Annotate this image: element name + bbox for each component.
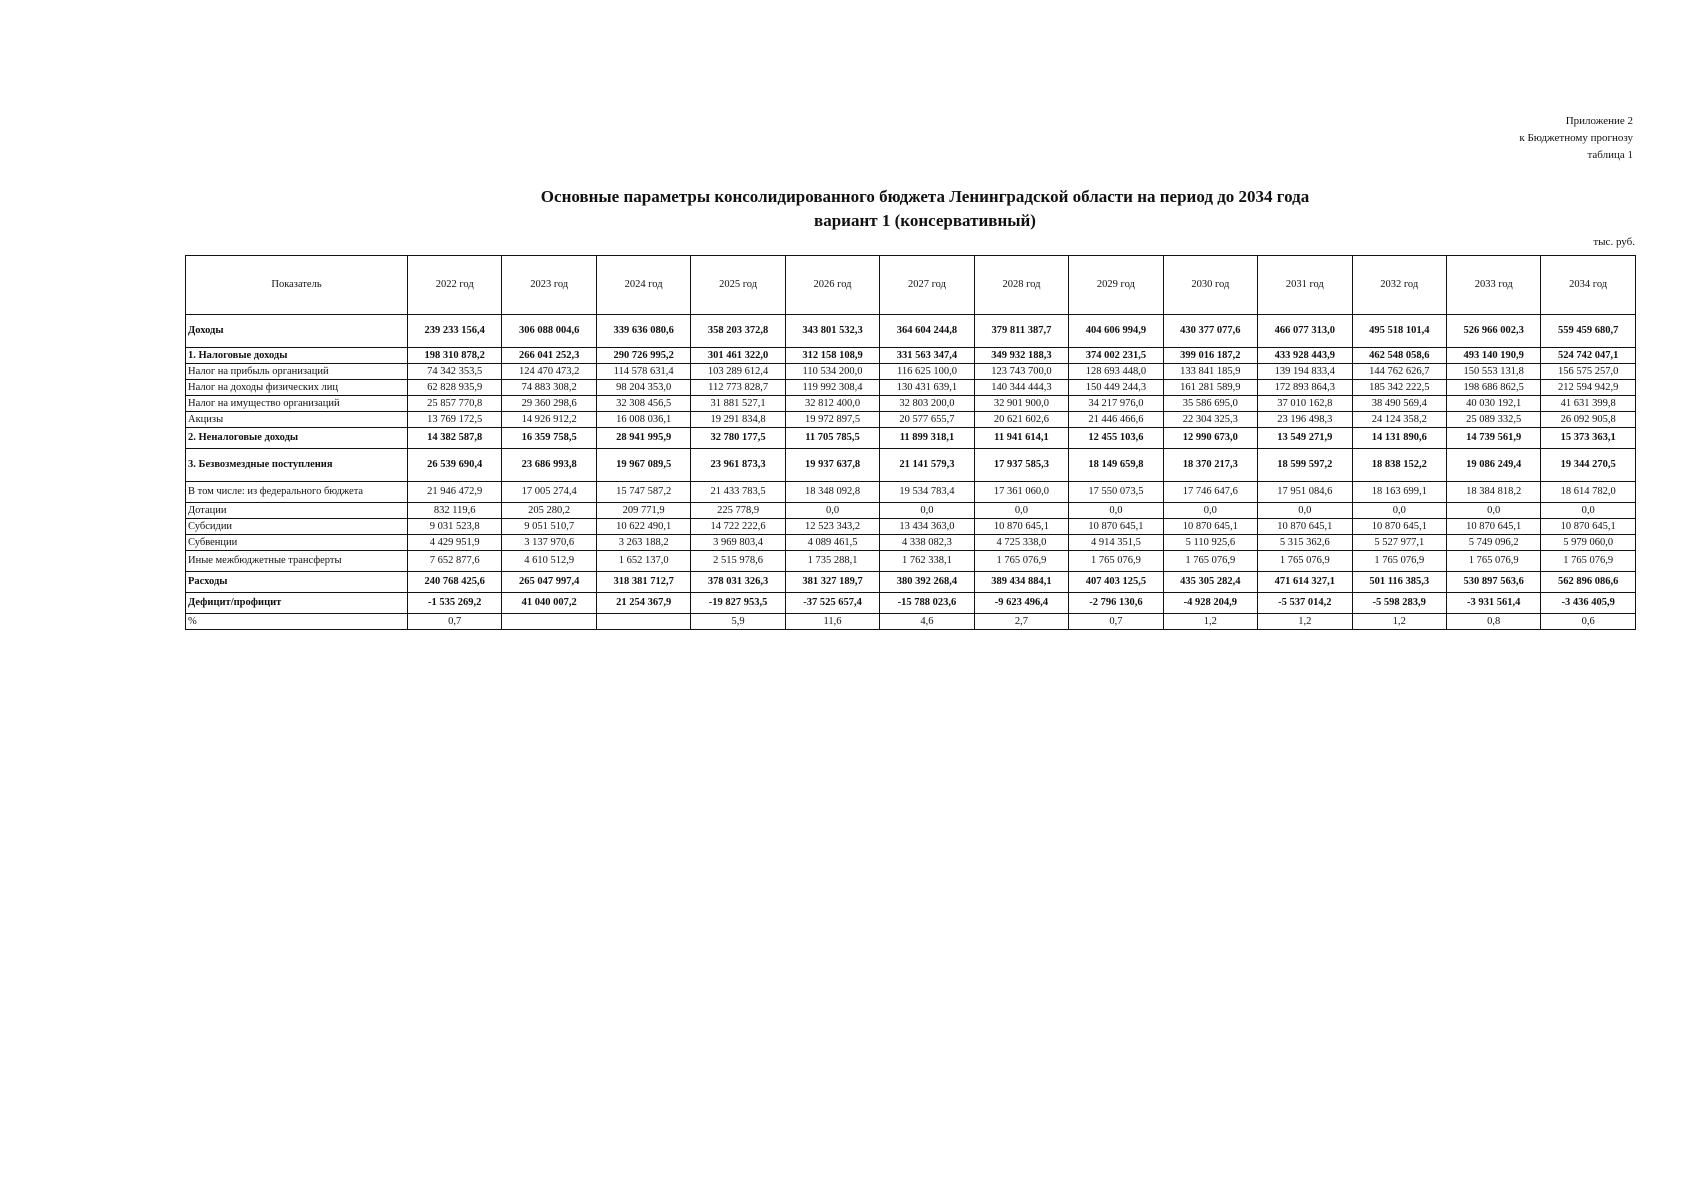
table-cell: 12 990 673,0 — [1163, 428, 1257, 449]
row-label: Акцизы — [186, 412, 408, 428]
table-cell: 22 304 325,3 — [1163, 412, 1257, 428]
row-label: 3. Безвозмездные поступления — [186, 449, 408, 482]
table-cell: 2,7 — [974, 614, 1068, 630]
table-cell: 119 992 308,4 — [785, 380, 879, 396]
column-header-year: 2025 год — [691, 256, 785, 315]
table-cell: 13 434 363,0 — [880, 519, 974, 535]
table-cell: 0,7 — [1069, 614, 1163, 630]
table-cell: 23 196 498,3 — [1258, 412, 1352, 428]
column-header-indicator: Показатель — [186, 256, 408, 315]
table-cell: 25 089 332,5 — [1446, 412, 1540, 428]
table-cell: 3 137 970,6 — [502, 535, 596, 551]
table-body — [186, 315, 1636, 630]
table-cell: 21 254 367,9 — [596, 593, 690, 614]
table-cell: 1,2 — [1163, 614, 1257, 630]
table-cell: 1 765 076,9 — [1446, 551, 1540, 572]
table-cell: 19 344 270,5 — [1541, 449, 1635, 482]
table-cell: 17 005 274,4 — [502, 482, 596, 503]
table-row — [186, 593, 1636, 614]
table-cell: -3 931 561,4 — [1446, 593, 1540, 614]
table-cell: 21 946 472,9 — [408, 482, 502, 503]
table-row — [186, 614, 1636, 630]
table-cell: 466 077 313,0 — [1258, 315, 1352, 348]
table-row — [186, 572, 1636, 593]
annex-note — [1519, 113, 1633, 164]
table-header-row — [186, 256, 1636, 315]
table-cell: 14 722 222,6 — [691, 519, 785, 535]
table-cell: 17 951 084,6 — [1258, 482, 1352, 503]
table-cell: 19 937 637,8 — [785, 449, 879, 482]
table-cell: 18 599 597,2 — [1258, 449, 1352, 482]
table-cell: 433 928 443,9 — [1258, 348, 1352, 364]
table-cell: 18 838 152,2 — [1352, 449, 1446, 482]
table-cell: 374 002 231,5 — [1069, 348, 1163, 364]
table-cell: 116 625 100,0 — [880, 364, 974, 380]
table-cell: 530 897 563,6 — [1446, 572, 1540, 593]
row-label: Субвенции — [186, 535, 408, 551]
table-cell: 18 163 699,1 — [1352, 482, 1446, 503]
table-cell: 10 870 645,1 — [1541, 519, 1635, 535]
table-cell: 11 705 785,5 — [785, 428, 879, 449]
table-cell: 32 780 177,5 — [691, 428, 785, 449]
table-cell: 4,6 — [880, 614, 974, 630]
table-cell: 19 086 249,4 — [1446, 449, 1540, 482]
table-cell: 306 088 004,6 — [502, 315, 596, 348]
column-header-year: 2033 год — [1446, 256, 1540, 315]
table-cell: 4 429 951,9 — [408, 535, 502, 551]
table-cell: 128 693 448,0 — [1069, 364, 1163, 380]
table-cell: 5 749 096,2 — [1446, 535, 1540, 551]
table-cell: 98 204 353,0 — [596, 380, 690, 396]
table-cell: 7 652 877,6 — [408, 551, 502, 572]
table-cell: 112 773 828,7 — [691, 380, 785, 396]
table-cell: 0,0 — [785, 503, 879, 519]
table-cell: 26 539 690,4 — [408, 449, 502, 482]
table-cell: 14 382 587,8 — [408, 428, 502, 449]
table-cell: 0,0 — [1069, 503, 1163, 519]
table-cell: 1 765 076,9 — [1352, 551, 1446, 572]
table-row — [186, 396, 1636, 412]
table-cell: 5 527 977,1 — [1352, 535, 1446, 551]
table-cell: -4 928 204,9 — [1163, 593, 1257, 614]
row-label: Налог на имущество организаций — [186, 396, 408, 412]
table-cell: 290 726 995,2 — [596, 348, 690, 364]
table-cell: 74 342 353,5 — [408, 364, 502, 380]
document-title — [0, 185, 1693, 233]
table-cell: 526 966 002,3 — [1446, 315, 1540, 348]
table-cell: 110 534 200,0 — [785, 364, 879, 380]
table-cell: 0,6 — [1541, 614, 1635, 630]
table-cell: -19 827 953,5 — [691, 593, 785, 614]
table-cell: 23 961 873,3 — [691, 449, 785, 482]
table-cell: -5 598 283,9 — [1352, 593, 1446, 614]
table-cell: 150 449 244,3 — [1069, 380, 1163, 396]
column-header-year: 2032 год — [1352, 256, 1446, 315]
table-cell: 349 932 188,3 — [974, 348, 1068, 364]
table-cell: 21 446 466,6 — [1069, 412, 1163, 428]
table-row — [186, 503, 1636, 519]
table-cell: -9 623 496,4 — [974, 593, 1068, 614]
table-cell: 380 392 268,4 — [880, 572, 974, 593]
column-header-year: 2030 год — [1163, 256, 1257, 315]
table-cell: 124 470 473,2 — [502, 364, 596, 380]
table-cell: 13 769 172,5 — [408, 412, 502, 428]
table-cell: 0,0 — [1541, 503, 1635, 519]
annex-line-1: Приложение 2 — [1565, 115, 1633, 127]
table-cell: 14 131 890,6 — [1352, 428, 1446, 449]
table-cell: 495 518 101,4 — [1352, 315, 1446, 348]
row-label: 2. Неналоговые доходы — [186, 428, 408, 449]
row-label: Субсидии — [186, 519, 408, 535]
table-cell: 379 811 387,7 — [974, 315, 1068, 348]
table-cell: 10 870 645,1 — [1258, 519, 1352, 535]
table-cell: 1,2 — [1352, 614, 1446, 630]
table-cell: 18 384 818,2 — [1446, 482, 1540, 503]
row-label: Иные межбюджетные трансферты — [186, 551, 408, 572]
table-cell: 11,6 — [785, 614, 879, 630]
table-cell: 32 308 456,5 — [596, 396, 690, 412]
table-cell — [596, 614, 690, 630]
table-cell: 1 765 076,9 — [1163, 551, 1257, 572]
table-cell: 1 765 076,9 — [1541, 551, 1635, 572]
table-row — [186, 364, 1636, 380]
table-cell: -37 525 657,4 — [785, 593, 879, 614]
table-row — [186, 449, 1636, 482]
table-cell: 0,0 — [880, 503, 974, 519]
table-cell: 209 771,9 — [596, 503, 690, 519]
table-cell: 266 041 252,3 — [502, 348, 596, 364]
table-cell: 41 631 399,8 — [1541, 396, 1635, 412]
table-cell: 12 523 343,2 — [785, 519, 879, 535]
table-row — [186, 551, 1636, 572]
table-cell: 430 377 077,6 — [1163, 315, 1257, 348]
table-cell: 114 578 631,4 — [596, 364, 690, 380]
table-cell: 20 621 602,6 — [974, 412, 1068, 428]
table-cell: 3 969 803,4 — [691, 535, 785, 551]
table-cell: -1 535 269,2 — [408, 593, 502, 614]
table-cell: 25 857 770,8 — [408, 396, 502, 412]
column-header-year: 2023 год — [502, 256, 596, 315]
table-cell: 212 594 942,9 — [1541, 380, 1635, 396]
table-cell: 19 534 783,4 — [880, 482, 974, 503]
table-cell: 32 812 400,0 — [785, 396, 879, 412]
table-cell: 133 841 185,9 — [1163, 364, 1257, 380]
table-cell: 198 310 878,2 — [408, 348, 502, 364]
table-cell: 301 461 322,0 — [691, 348, 785, 364]
table-cell: 41 040 007,2 — [502, 593, 596, 614]
table-cell: 24 124 358,2 — [1352, 412, 1446, 428]
table-cell — [502, 614, 596, 630]
table-cell: 35 586 695,0 — [1163, 396, 1257, 412]
table-cell: 493 140 190,9 — [1446, 348, 1540, 364]
table-cell: 0,7 — [408, 614, 502, 630]
table-cell: 1,2 — [1258, 614, 1352, 630]
table-cell: 9 031 523,8 — [408, 519, 502, 535]
table-cell: 501 116 385,3 — [1352, 572, 1446, 593]
table-cell: 225 778,9 — [691, 503, 785, 519]
table-cell: 185 342 222,5 — [1352, 380, 1446, 396]
row-label: Налог на прибыль организаций — [186, 364, 408, 380]
table-cell: 1 765 076,9 — [974, 551, 1068, 572]
table-cell: 2 515 978,6 — [691, 551, 785, 572]
table-cell: 198 686 862,5 — [1446, 380, 1540, 396]
table-cell: 37 010 162,8 — [1258, 396, 1352, 412]
table-cell: 17 746 647,6 — [1163, 482, 1257, 503]
table-cell: 144 762 626,7 — [1352, 364, 1446, 380]
column-header-year: 2031 год — [1258, 256, 1352, 315]
table-cell: 28 941 995,9 — [596, 428, 690, 449]
annex-line-2: к Бюджетному прогнозу — [1519, 132, 1633, 144]
table-cell: 462 548 058,6 — [1352, 348, 1446, 364]
table-cell: 4 725 338,0 — [974, 535, 1068, 551]
table-cell: 26 092 905,8 — [1541, 412, 1635, 428]
table-cell: 1 762 338,1 — [880, 551, 974, 572]
table-cell: 40 030 192,1 — [1446, 396, 1540, 412]
title-line-2: вариант 1 (консервативный) — [814, 211, 1036, 230]
table-cell: 381 327 189,7 — [785, 572, 879, 593]
table-row — [186, 535, 1636, 551]
table-cell: 9 051 510,7 — [502, 519, 596, 535]
table-cell: 1 765 076,9 — [1258, 551, 1352, 572]
table-cell: 4 914 351,5 — [1069, 535, 1163, 551]
table-cell: 265 047 997,4 — [502, 572, 596, 593]
table-cell: 38 490 569,4 — [1352, 396, 1446, 412]
table-cell: 123 743 700,0 — [974, 364, 1068, 380]
table-cell: 5 979 060,0 — [1541, 535, 1635, 551]
column-header-year: 2027 год — [880, 256, 974, 315]
table-cell: 74 883 308,2 — [502, 380, 596, 396]
table-cell: 18 149 659,8 — [1069, 449, 1163, 482]
table-cell: 15 373 363,1 — [1541, 428, 1635, 449]
table-cell: 10 870 645,1 — [974, 519, 1068, 535]
table-cell: 5 110 925,6 — [1163, 535, 1257, 551]
table-cell: 161 281 589,9 — [1163, 380, 1257, 396]
budget-table — [185, 255, 1636, 630]
table-cell: 13 549 271,9 — [1258, 428, 1352, 449]
row-label: % — [186, 614, 408, 630]
table-cell: -5 537 014,2 — [1258, 593, 1352, 614]
table-cell: 172 893 864,3 — [1258, 380, 1352, 396]
table-cell: 0,0 — [1163, 503, 1257, 519]
table-cell: 10 870 645,1 — [1446, 519, 1540, 535]
table-cell: 239 233 156,4 — [408, 315, 502, 348]
table-cell: 17 937 585,3 — [974, 449, 1068, 482]
column-header-year: 2024 год — [596, 256, 690, 315]
table-cell: 389 434 884,1 — [974, 572, 1068, 593]
table-cell: 18 614 782,0 — [1541, 482, 1635, 503]
row-label: Расходы — [186, 572, 408, 593]
table-cell: 240 768 425,6 — [408, 572, 502, 593]
row-label: Налог на доходы физических лиц — [186, 380, 408, 396]
table-cell: 17 550 073,5 — [1069, 482, 1163, 503]
table-cell: 29 360 298,6 — [502, 396, 596, 412]
table-row — [186, 519, 1636, 535]
column-header-year: 2026 год — [785, 256, 879, 315]
row-label: Дефицит/профицит — [186, 593, 408, 614]
table-cell: 23 686 993,8 — [502, 449, 596, 482]
table-row — [186, 315, 1636, 348]
table-cell: 140 344 444,3 — [974, 380, 1068, 396]
table-cell: 10 870 645,1 — [1352, 519, 1446, 535]
title-line-1: Основные параметры консолидированного бюджета Ленинградской области на период до 2034 года — [540, 187, 1310, 206]
table-cell: 407 403 125,5 — [1069, 572, 1163, 593]
table-cell: 10 870 645,1 — [1069, 519, 1163, 535]
table-cell: 378 031 326,3 — [691, 572, 785, 593]
table-cell: 31 881 527,1 — [691, 396, 785, 412]
table-cell: 19 967 089,5 — [596, 449, 690, 482]
units-label: тыс. руб. — [1593, 236, 1635, 248]
table-cell: 32 901 900,0 — [974, 396, 1068, 412]
table-cell: 4 338 082,3 — [880, 535, 974, 551]
table-cell: 832 119,6 — [408, 503, 502, 519]
table-cell: 18 348 092,8 — [785, 482, 879, 503]
table-cell: -3 436 405,9 — [1541, 593, 1635, 614]
table-cell: 364 604 244,8 — [880, 315, 974, 348]
table-cell: 358 203 372,8 — [691, 315, 785, 348]
column-header-year: 2028 год — [974, 256, 1068, 315]
table-cell: 4 089 461,5 — [785, 535, 879, 551]
table-cell: 435 305 282,4 — [1163, 572, 1257, 593]
table-cell: 150 553 131,8 — [1446, 364, 1540, 380]
table-cell: 318 381 712,7 — [596, 572, 690, 593]
table-cell: 16 008 036,1 — [596, 412, 690, 428]
table-cell: 559 459 680,7 — [1541, 315, 1635, 348]
table-cell: 62 828 935,9 — [408, 380, 502, 396]
table-cell: 17 361 060,0 — [974, 482, 1068, 503]
column-header-year: 2034 год — [1541, 256, 1635, 315]
table-cell: -15 788 023,6 — [880, 593, 974, 614]
table-cell: 343 801 532,3 — [785, 315, 879, 348]
table-cell: 5 315 362,6 — [1258, 535, 1352, 551]
row-label: Доходы — [186, 315, 408, 348]
table-cell: 21 141 579,3 — [880, 449, 974, 482]
table-row — [186, 380, 1636, 396]
table-cell: 404 606 994,9 — [1069, 315, 1163, 348]
table-cell: 312 158 108,9 — [785, 348, 879, 364]
table-cell: 16 359 758,5 — [502, 428, 596, 449]
table-cell: 331 563 347,4 — [880, 348, 974, 364]
table-cell: 562 896 086,6 — [1541, 572, 1635, 593]
table-cell: 14 739 561,9 — [1446, 428, 1540, 449]
table-cell: 10 870 645,1 — [1163, 519, 1257, 535]
table-cell: 19 972 897,5 — [785, 412, 879, 428]
table-cell: 11 899 318,1 — [880, 428, 974, 449]
table-cell: 130 431 639,1 — [880, 380, 974, 396]
table-row — [186, 412, 1636, 428]
table-cell: 205 280,2 — [502, 503, 596, 519]
table-cell: 4 610 512,9 — [502, 551, 596, 572]
row-label: В том числе: из федерального бюджета — [186, 482, 408, 503]
table-cell: 339 636 080,6 — [596, 315, 690, 348]
table-cell: 103 289 612,4 — [691, 364, 785, 380]
table-cell: 1 735 288,1 — [785, 551, 879, 572]
table-cell: -2 796 130,6 — [1069, 593, 1163, 614]
row-label: Дотации — [186, 503, 408, 519]
table-cell: 14 926 912,2 — [502, 412, 596, 428]
table-row — [186, 428, 1636, 449]
table-cell: 0,0 — [1446, 503, 1540, 519]
table-cell: 32 803 200,0 — [880, 396, 974, 412]
column-header-year: 2022 год — [408, 256, 502, 315]
table-cell: 139 194 833,4 — [1258, 364, 1352, 380]
table-row — [186, 482, 1636, 503]
row-label: 1. Налоговые доходы — [186, 348, 408, 364]
table-cell: 0,0 — [974, 503, 1068, 519]
table-cell: 1 765 076,9 — [1069, 551, 1163, 572]
table-cell: 5,9 — [691, 614, 785, 630]
table-cell: 0,0 — [1352, 503, 1446, 519]
column-header-year: 2029 год — [1069, 256, 1163, 315]
table-row — [186, 348, 1636, 364]
annex-line-3: таблица 1 — [1587, 149, 1633, 161]
table-cell: 11 941 614,1 — [974, 428, 1068, 449]
table-cell: 18 370 217,3 — [1163, 449, 1257, 482]
table-cell: 0,0 — [1258, 503, 1352, 519]
table-cell: 12 455 103,6 — [1069, 428, 1163, 449]
table-cell: 10 622 490,1 — [596, 519, 690, 535]
table-cell: 34 217 976,0 — [1069, 396, 1163, 412]
table-cell: 399 016 187,2 — [1163, 348, 1257, 364]
table-cell: 524 742 047,1 — [1541, 348, 1635, 364]
table-cell: 3 263 188,2 — [596, 535, 690, 551]
table-cell: 156 575 257,0 — [1541, 364, 1635, 380]
table-cell: 20 577 655,7 — [880, 412, 974, 428]
table-cell: 21 433 783,5 — [691, 482, 785, 503]
table-cell: 0,8 — [1446, 614, 1540, 630]
table-cell: 471 614 327,1 — [1258, 572, 1352, 593]
table-cell: 19 291 834,8 — [691, 412, 785, 428]
table-cell: 15 747 587,2 — [596, 482, 690, 503]
table-cell: 1 652 137,0 — [596, 551, 690, 572]
